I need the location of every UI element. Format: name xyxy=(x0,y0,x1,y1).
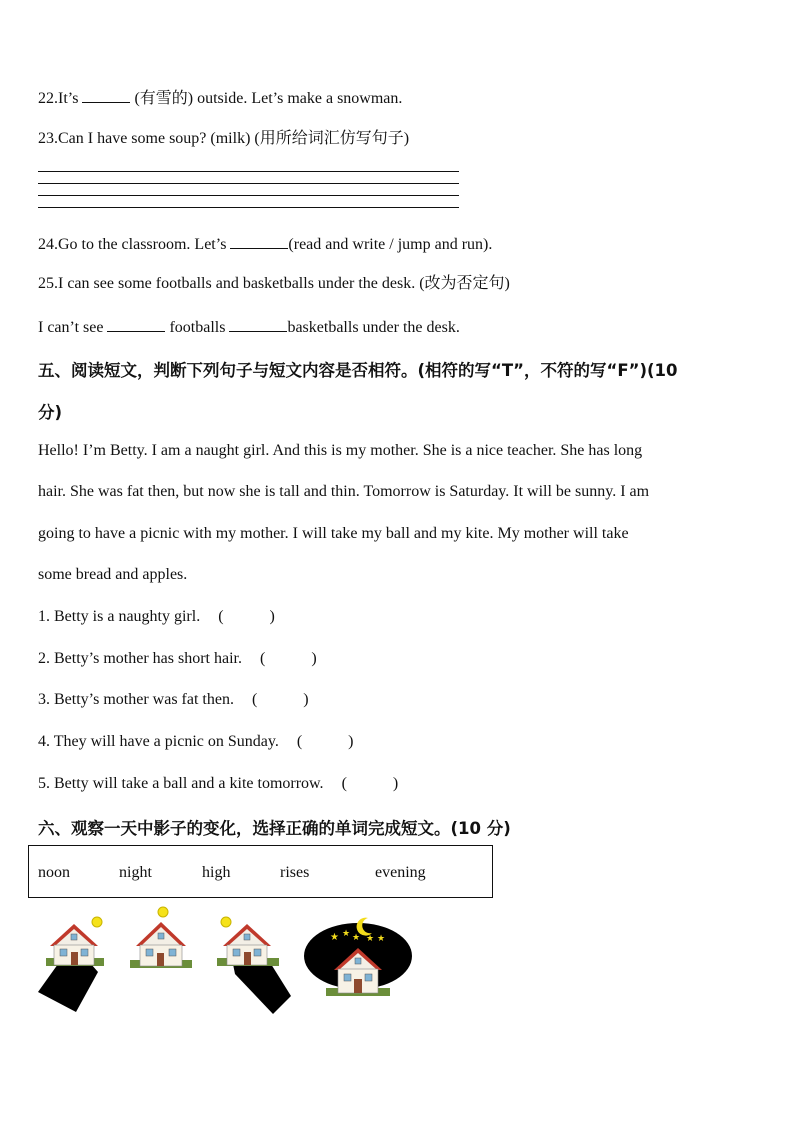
noon-illustration xyxy=(126,904,196,974)
section-6-heading: 六、观察一天中影子的变化，选择正确的单词完成短文。(10 分) xyxy=(38,819,511,838)
answer-paren[interactable]: ( ) xyxy=(218,608,275,625)
shadow-icon xyxy=(38,964,98,1012)
night-illustration xyxy=(302,914,414,1000)
tf-item: 1. Betty is a naughty girl. ( ) xyxy=(38,608,275,625)
star-icon: ★ xyxy=(342,929,351,939)
house-icon xyxy=(217,924,279,966)
word-bank-item: night xyxy=(119,864,152,881)
answer-blank[interactable] xyxy=(107,316,165,332)
answer-paren[interactable]: ( ) xyxy=(341,775,399,792)
sun-icon xyxy=(221,917,231,927)
question-25: 25.I can see some footballs and basketballs under the desk. (改为否定句) xyxy=(38,275,510,292)
house-icon xyxy=(46,924,104,966)
answer-paren[interactable]: ( ) xyxy=(251,691,309,708)
answer-line[interactable] xyxy=(38,183,459,184)
question-24: 24.Go to the classroom. Let’s (read and write / jump and run). xyxy=(38,233,492,255)
morning-shadow-illustration xyxy=(36,912,116,1014)
answer-paren[interactable]: ( ) xyxy=(259,650,317,667)
tf-item: 3. Betty’s mother was fat then. ( ) xyxy=(38,691,309,708)
section-5-heading: 五、阅读短文，判断下列句子与短文内容是否相符。(相符的写“T”，不符的写“F”)(10 xyxy=(38,361,678,380)
sun-icon xyxy=(158,907,168,917)
question-22: 22.It’s (有雪的) outside. Let’s make a snowman. xyxy=(38,87,402,109)
answer-line[interactable] xyxy=(38,171,459,172)
house-icon xyxy=(130,922,192,968)
answer-blank[interactable] xyxy=(82,87,130,103)
question-25-answer: I can’t see footballs basketballs under the desk. xyxy=(38,316,460,338)
shadow-icon xyxy=(233,964,291,1014)
word-bank-item: rises xyxy=(280,864,310,881)
answer-line[interactable] xyxy=(38,195,459,196)
star-icon: ★ xyxy=(377,934,386,944)
passage-line: going to have a picnic with my mother. I will take my ball and my kite. My mother will take xyxy=(38,525,629,542)
word-bank-box xyxy=(28,845,493,898)
passage-line: Hello! I’m Betty. I am a naught girl. And this is my mother. She is a nice teacher. She has long xyxy=(38,442,643,459)
star-icon: ★ xyxy=(352,933,361,943)
answer-paren[interactable]: ( ) xyxy=(296,733,354,750)
word-bank-item: noon xyxy=(38,864,70,881)
tf-item: 5. Betty will take a ball and a kite tomorrow. ( ) xyxy=(38,775,399,792)
tf-item: 2. Betty’s mother has short hair. ( ) xyxy=(38,650,317,667)
section-5-heading-cont: 分) xyxy=(38,403,63,422)
word-bank-item: high xyxy=(202,864,231,881)
passage-line: some bread and apples. xyxy=(38,566,188,583)
afternoon-shadow-illustration xyxy=(213,912,293,1016)
answer-blank[interactable] xyxy=(230,233,288,249)
star-icon: ★ xyxy=(330,932,339,943)
passage-line: hair. She was fat then, but now she is tall and thin. Tomorrow is Saturday. It will be sunny. I am xyxy=(38,483,650,500)
star-icon: ★ xyxy=(366,934,375,944)
sun-icon xyxy=(92,917,102,927)
word-bank-item: evening xyxy=(375,864,426,881)
tf-item: 4. They will have a picnic on Sunday. ( ) xyxy=(38,733,354,750)
answer-line[interactable] xyxy=(38,207,459,208)
answer-blank[interactable] xyxy=(229,316,287,332)
question-23: 23.Can I have some soup? (milk) (用所给词汇仿写句子) xyxy=(38,130,410,147)
